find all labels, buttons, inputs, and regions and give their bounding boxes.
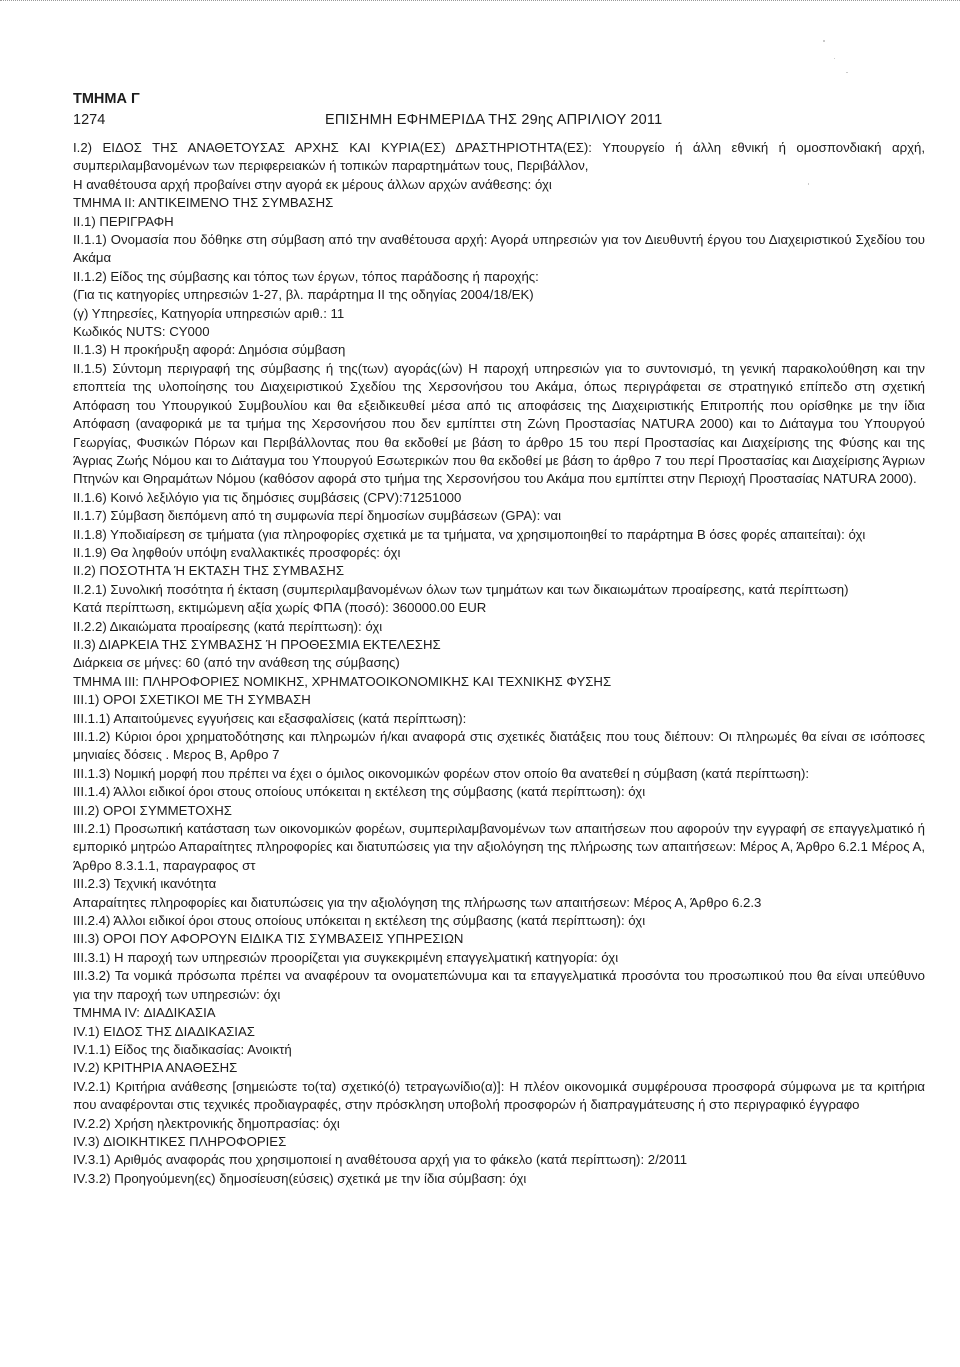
gazette-title: ΕΠΙΣΗΜΗ ΕΦΗΜΕΡΙΔΑ ΤΗΣ 29ης ΑΠΡΙΛΙΟΥ 2011 [325, 112, 663, 128]
paragraph-p-iii12: ΙΙΙ.1.2) Κύριοι όροι χρηματοδότησης και πληρωμών ή/και αναφορά στις σχετικές διατάξεις που τους διέπουν: Οι πληρωμές θα είναι σε ισόποσες μηνιαίες δόσεις . Μερος Β, Αρθρο 7 [73, 729, 925, 763]
paragraph-p-ii19: ΙΙ.1.9) Θα ληφθούν υπόψη εναλλακτικές προσφορές: όχι [73, 544, 401, 560]
paragraph-p-iii2: ΙΙΙ.2) ΟΡΟΙ ΣΥΜΜΕΤΟΧΗΣ [73, 802, 232, 818]
paragraph-p-iii23b: Απαραίτητες πληροφορίες και διατυπώσεις για την αξιολόγηση της πλήρωσης των απαιτήσεων: Μέρος Α, Άρθρο 6.2.3 [73, 894, 762, 910]
paragraph-p-ii17: ΙΙ.1.7) Σύμβαση διεπόμενη από τη συμφωνία περί δημοσίων συμβάσεων (GPA): ναι [73, 508, 562, 524]
paragraph-p-iii11: ΙΙΙ.1.1) Απαιτούμενες εγγυήσεις και εξασφαλίσεις (κατά περίπτωση): [73, 710, 467, 726]
paragraph-p-ii1: ΙΙ.1) ΠΕΡΙΓΡΑΦΗ [73, 213, 174, 229]
paragraph-p-iv32: IV.3.2) Προηγούμενη(ες) δημοσίευση(εύσεις) σχετικά με την ίδια σύμβαση: όχι [73, 1170, 527, 1186]
paragraph-p-iv11: IV.1.1) Είδος της διαδικασίας: Ανοικτή [73, 1041, 292, 1057]
paragraph-p-iii23: ΙΙΙ.2.3) Τεχνική ικανότητα [73, 876, 217, 892]
scan-edge-line [0, 0, 960, 4]
paragraph-p-ii16: ΙΙ.1.6) Κοινό λεξιλόγιο για τις δημόσιες συμβάσεις (CPV):71251000 [73, 489, 462, 505]
paragraph-p-ii22: ΙΙ.2.2) Δικαιώματα προαίρεσης (κατά περίπτωση): όχι [73, 618, 383, 634]
paragraph-p-ii3b: Διάρκεια σε μήνες: 60 (από την ανάθεση της σύμβασης) [73, 655, 400, 671]
paragraph-p-ii11: ΙΙ.1.1) Ονομασία που δόθηκε στη σύμβαση από την αναθέτουσα αρχή: Αγορά υπηρεσιών για τον Διευθυντή έργου του Διαχειριστικού Σχεδίου του Ακάμα [73, 232, 925, 266]
paragraph-p-iii1: ΙΙΙ.1) ΟΡΟΙ ΣΧΕΤΙΚΟΙ ΜΕ ΤΗ ΣΥΜΒΑΣΗ [73, 692, 311, 708]
paragraph-p-iv2: IV.2) ΚΡΙΤΗΡΙΑ ΑΝΑΘΕΣΗΣ [73, 1060, 238, 1076]
paragraph-p-ii21b: Κατά περίπτωση, εκτιμώμενη αξία χωρίς ΦΠΑ (ποσό): 360000.00 EUR [73, 600, 487, 616]
section-letter: ΤΜΗΜΑ Γ [73, 91, 140, 107]
scan-speck [834, 58, 835, 59]
paragraph-p-ii2: ΙΙ.2) ΠΟΣΟΤΗΤΑ Ή ΕΚΤΑΣΗ ΤΗΣ ΣΥΜΒΑΣΗΣ [73, 563, 344, 579]
paragraph-p-iii13: ΙΙΙ.1.3) Νομική μορφή που πρέπει να έχει ο όμιλος οικονομικών φορέων στον οποίο θα ανατεθεί η σύμβαση (κατά περίπτωση): [73, 765, 810, 781]
paragraph-p-ii15: ΙΙ.1.5) Σύντομη περιγραφή της σύμβασης ή της(των) αγοράς(ών) Η παροχή υπηρεσιών για το συντονισμό, τη γενική παρακολούθηση και την εποπτεία της υλοποίησης του Διαχειριστικού Σχεδίου της Χερσονήσου του Ακάμα, όπως περιγράφεται σε στρατηγικό επίπεδο στη σχετική Απόφαση του Υπουργικού Συμβουλίου και θα εξειδικευθεί μέσα από τις αποφάσεις της Διαχειριστικής Επιτροπής που ορίσθηκε με την ίδια Απόφαση (αναφορικά με τα τμήμα της Χερσονήσου που δεν εμπίπτει στη Ζώνη Προστασίας NATURA 2000) και το Διάταγμα του Υπουργού Γεωργίας, Φυσικών Πόρων και Περιβάλλοντας που θα εκδοθεί με βάση το άρθρο 15 του περί Προστασίας και Διαχείρισης της Φύσης και της Άγριας Ζωής Νόμου και το Διάταγμα του Υπουργού Εσωτερικών που θα εκδοθεί με βάση το άρθρο 7 του περί Προστασίας και Διαχείρισης Άγριων Πτηνών και Θηραμάτων Νόμου (καθόσον αφορά στο τμήμα της Χερσονήσου του Ακάμα που εμπίπτει στην Περιοχή Προστασίας NATURA 2000). [73, 360, 925, 487]
scan-speck [823, 40, 825, 42]
page-number: 1274 [73, 112, 106, 128]
paragraph-p-ii12c: (γ) Υπηρεσίες, Κατηγορία υπηρεσιών αριθ.: 11 [73, 305, 345, 321]
paragraph-p-ii12: ΙΙ.1.2) Είδος της σύμβασης και τόπος των έργων, τόπος παράδοσης ή παροχής: [73, 268, 539, 284]
scan-speck [846, 72, 848, 73]
paragraph-p-iii21: ΙΙΙ.2.1) Προσωπική κατάσταση των οικονομικών φορέων, συμπεριλαμβανομένων των απαιτήσεων που αφορούν την εγγραφή σε επαγγελματικό ή εμπορικό μητρώο Απαραίτητες πληροφορίες και διατυπώσεις για την αξιολόγηση της πλήρωσης των απαιτήσεων: Μέρος Α, Άρθρο 6.2.1 Μέρος Α, Άρθρο 8.3.1.1, παραγραφος στ [73, 821, 925, 873]
paragraph-p-ii18: ΙΙ.1.8) Υποδιαίρεση σε τμήματα (για πληροφορίες σχετικά με τα τμήματα, να χρησιμοποιηθεί το παράρτημα Β όσες φορές απαιτείται): όχι [73, 526, 866, 542]
paragraph-p-iii24: ΙΙΙ.2.4) Άλλοι ειδικοί όροι στους οποίους υπόκειται η εκτέλεση της σύμβασης (κατά περίπτωση): όχι [73, 913, 646, 929]
paragraph-p-nuts: Κωδικός NUTS: CY000 [73, 324, 210, 340]
paragraph-p-sec2: ΤΜΗΜΑ ΙΙ: ΑΝΤΙΚΕΙΜΕΝΟ ΤΗΣ ΣΥΜΒΑΣΗΣ [73, 195, 334, 211]
paragraph-p-sec3: ΤΜΗΜΑ ΙΙΙ: ΠΛΗΡΟΦΟΡΙΕΣ ΝΟΜΙΚΗΣ, ΧΡΗΜΑΤΟΟΙΚΟΝΟΜΙΚΗΣ ΚΑΙ ΤΕΧΝΙΚΗΣ ΦΥΣΗΣ [73, 673, 612, 689]
paragraph-p-sec4: ΤΜΗΜΑ IV: ΔΙΑΔΙΚΑΣΙΑ [73, 1005, 216, 1021]
gazette-header [73, 90, 923, 130]
paragraph-p-iv21: IV.2.1) Κριτήρια ανάθεσης [σημειώστε το(τα) σχετικό(ό) τετραγωνίδιο(α)]: Η πλέον οικονομικά συμφέρουσα προσφορά σύμφωνα με τα κριτήρια που αναφέρονται στις τεχνικές προδιαγραφές, στην πρόσκληση υποβολή προσφορών ή διαπραγμάτευσης ή στο περιγραφικό έγγραφο [73, 1078, 925, 1113]
paragraph-p-iii14: ΙΙΙ.1.4) Άλλοι ειδικοί όροι στους οποίους υπόκειται η εκτέλεση της σύμβασης (κατά περίπτωση): όχι [73, 784, 646, 800]
paragraph-p-iv1: IV.1) ΕΙΔΟΣ ΤΗΣ ΔΙΑΔΙΚΑΣΙΑΣ [73, 1023, 255, 1039]
paragraph-p-ii13: ΙΙ.1.3) Η προκήρυξη αφορά: Δημόσια σύμβαση [73, 342, 346, 358]
paragraph-p-iv3: IV.3) ΔΙΟΙΚΗΤΙΚΕΣ ΠΛΗΡΟΦΟΡΙΕΣ [73, 1133, 287, 1149]
paragraph-p-i2b: Η αναθέτουσα αρχή προβαίνει στην αγορά εκ μέρους άλλων αρχών ανάθεσης: όχι [73, 176, 552, 192]
paragraph-p-iii3: ΙΙΙ.3) ΟΡΟΙ ΠΟΥ ΑΦΟΡΟΥΝ ΕΙΔΙΚΑ ΤΙΣ ΣΥΜΒΑΣΕΙΣ ΥΠΗΡΕΣΙΩΝ [73, 931, 464, 947]
paragraph-p-iv31: IV.3.1) Αριθμός αναφοράς που χρησιμοποιεί η αναθέτουσα αρχή για το φάκελο (κατά περίπτωση): 2/2011 [73, 1152, 688, 1168]
paragraph-p-iv22: IV.2.2) Χρήση ηλεκτρονικής δημοπρασίας: όχι [73, 1115, 340, 1131]
paragraph-p-iii32: ΙΙΙ.3.2) Τα νομικά πρόσωπα πρέπει να αναφέρουν τα ονοματεπώνυμα και τα επαγγελματικά προσόντα του προσωπικού που θα είναι υπεύθυνο για την παροχή των υπηρεσιών: όχι [73, 968, 925, 1002]
notice-body [73, 139, 925, 1188]
paragraph-p-i2: I.2) ΕΙΔΟΣ ΤΗΣ ΑΝΑΘΕΤΟΥΣΑΣ ΑΡΧΗΣ ΚΑΙ ΚΥΡΙΑ(ΕΣ) ΔΡΑΣΤΗΡΙΟΤΗΤΑ(ΕΣ): Υπουργείο ή άλλη εθνική ή ομοσπονδιακή αρχή, συμπεριλαμβανομένων των περιφερειακών ή τοπικών παραρτημάτων τους, Περιβάλλον, [73, 140, 925, 174]
paragraph-p-ii3: ΙΙ.3) ΔΙΑΡΚΕΙΑ ΤΗΣ ΣΥΜΒΑΣΗΣ Ή ΠΡΟΘΕΣΜΙΑ ΕΚΤΕΛΕΣΗΣ [73, 636, 441, 652]
header-row [73, 110, 923, 130]
paragraph-p-ii12b: (Για τις κατηγορίες υπηρεσιών 1-27, βλ. παράρτημα ΙΙ της οδηγίας 2004/18/ΕΚ) [73, 287, 534, 303]
paragraph-p-ii21: ΙΙ.2.1) Συνολική ποσότητα ή έκταση (συμπεριλαμβανομένων όλων των τμημάτων και των δικαιωμάτων προαίρεσης, κατά περίπτωση) [73, 581, 849, 597]
paragraph-p-iii31: ΙΙΙ.3.1) Η παροχή των υπηρεσιών προορίζεται για συγκεκριμένη επαγγελματική κατηγορία: όχι [73, 949, 619, 965]
